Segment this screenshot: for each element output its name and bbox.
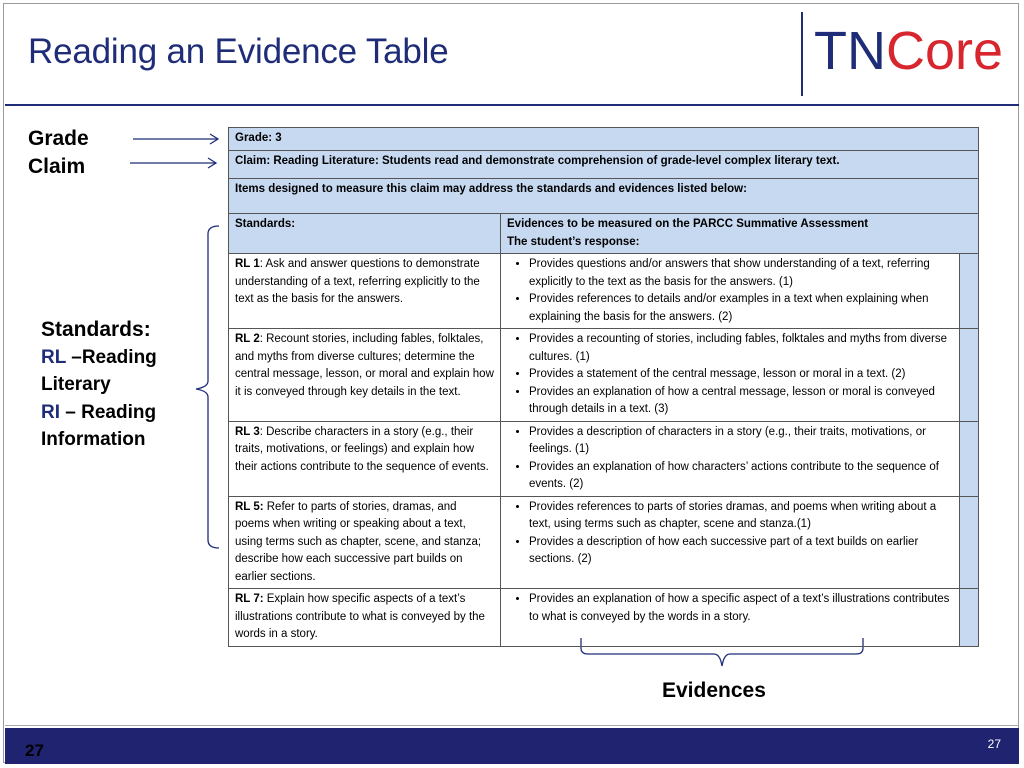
evidence-item: • Provides references to parts of stories dramas, and poems when writing about a text, using terms such as chapter, scene and stanza.(1) [529, 499, 953, 534]
evidence-cell [501, 496, 960, 589]
standards-annotation [41, 316, 157, 454]
side-shade-cell [960, 589, 979, 647]
evidence-cell [501, 589, 960, 647]
items-cell: Items designed to measure this claim may address the standards and evidences listed below: [229, 179, 979, 214]
standard-cell [229, 254, 501, 329]
evidence-item: • Provides references to details and/or examples in a text when explaining when explaining the basis for the answers. (2) [529, 291, 953, 326]
standard-code: RL 1 [235, 258, 260, 270]
items-row [229, 179, 979, 214]
ri-line-2: Information [41, 429, 146, 450]
standard-code: RL 7: [235, 593, 264, 605]
evidence-list [507, 499, 953, 569]
standard-text: : Recount stories, including fables, folktales, and myths from diverse cultures; determine the central message, lesson, or moral and explain how it is conveyed through key details in the text. [235, 333, 494, 398]
standard-text: : Describe characters in a story (e.g., their traits, motivations, or feelings) and explain how their actions contribute to the sequence of events. [235, 425, 489, 473]
page-number-left: 27 [25, 741, 44, 760]
claim-row [229, 150, 979, 179]
evidence-table [228, 127, 979, 647]
claim-label: Claim [28, 155, 86, 178]
evidence-item: • Provides an explanation of how characters’ actions contribute to the sequence of events. (2) [529, 459, 953, 494]
standards-rows [229, 254, 979, 647]
standard-text: : Ask and answer questions to demonstrate understanding of a text, referring explicitly to the text as the basis for the answers. [235, 258, 480, 305]
rl-line-2: Literary [41, 374, 111, 395]
evidences-label: Evidences [662, 679, 766, 702]
evidence-item: • Provides a statement of the central message, lesson or moral in a text. (2) [529, 366, 953, 384]
standard-code: RL 5: [235, 500, 264, 513]
logo-divider [801, 12, 803, 96]
standards-heading: Standards: [41, 318, 151, 341]
standard-code: RL 3 [235, 425, 260, 438]
footer-bar [5, 728, 1019, 764]
side-shade-cell [960, 254, 979, 329]
standard-row [229, 589, 979, 647]
logo-core-text: Core [885, 21, 1004, 81]
claim-cell: Claim: Reading Literature: Students read and demonstrate comprehension of grade-level complex literary text. [229, 150, 979, 179]
ri-text: – Reading [60, 401, 157, 423]
evidence-list [507, 256, 953, 326]
evidence-item: • Provides an explanation of how a specific aspect of a text’s illustrations contributes to what is conveyed by the words in a story. [529, 591, 953, 626]
header-rule [5, 104, 1019, 106]
slide-title: Reading an Evidence Table [28, 32, 449, 71]
evidence-cell [501, 421, 960, 496]
evidence-item: • Provides a recounting of stories, including fables, folktales and myths from diverse cultures. (1) [529, 331, 953, 366]
evidence-list [507, 331, 953, 419]
tncore-logo [814, 21, 1004, 81]
rl-abbr: RL [41, 346, 66, 368]
evidences-header-line-2: The student’s response: [507, 235, 640, 248]
side-shade-cell [960, 329, 979, 422]
evidence-cell [501, 329, 960, 422]
standard-cell [229, 496, 501, 589]
rl-text: –Reading [65, 346, 157, 368]
ri-line [41, 399, 157, 427]
side-shade-cell [960, 421, 979, 496]
standards-header: Standards: [229, 214, 501, 254]
logo-tn-text: TN [814, 21, 886, 81]
standard-row [229, 421, 979, 496]
evidence-list [507, 424, 953, 494]
standard-text: Refer to parts of stories, dramas, and poems when writing or speaking about a text, using terms such as chapter, scene, and stanza; describe how each successive part builds on earlier sections. [235, 500, 482, 583]
standard-row [229, 329, 979, 422]
standard-cell [229, 589, 501, 647]
evidence-item: • Provides an explanation of how a central message, lesson or moral is conveyed through details in a text. (3) [529, 384, 953, 419]
standard-row [229, 254, 979, 329]
evidences-header-line-1: Evidences to be measured on the PARCC Summative Assessment [507, 218, 869, 230]
standard-cell [229, 421, 501, 496]
standard-code: RL 2 [235, 333, 260, 345]
footer-rule [5, 725, 1019, 726]
rl-line [41, 344, 157, 372]
evidence-list [507, 591, 953, 626]
header-row [229, 214, 979, 254]
evidence-item: • Provides a description of how each successive part of a text builds on earlier sections. (2) [529, 534, 953, 569]
grade-row [229, 128, 979, 151]
side-shade-cell [960, 496, 979, 589]
standard-cell [229, 329, 501, 422]
standard-row [229, 496, 979, 589]
standard-text: Explain how specific aspects of a text’s illustrations contribute to what is conveyed by the words in a story. [235, 593, 485, 640]
evidence-item: • Provides questions and/or answers that show understanding of a text, referring explicitly to the text as the basis for the answers. (1) [529, 256, 953, 291]
evidence-table-image [228, 127, 978, 640]
page-number-right: 27 [987, 737, 1001, 751]
evidence-item: • Provides a description of characters in a story (e.g., their traits, motivations, or feelings. (1) [529, 424, 953, 459]
evidences-header [501, 214, 979, 254]
grade-cell: Grade: 3 [229, 128, 979, 151]
grade-label: Grade [28, 127, 89, 150]
evidence-cell [501, 254, 960, 329]
ri-abbr: RI [41, 401, 60, 423]
